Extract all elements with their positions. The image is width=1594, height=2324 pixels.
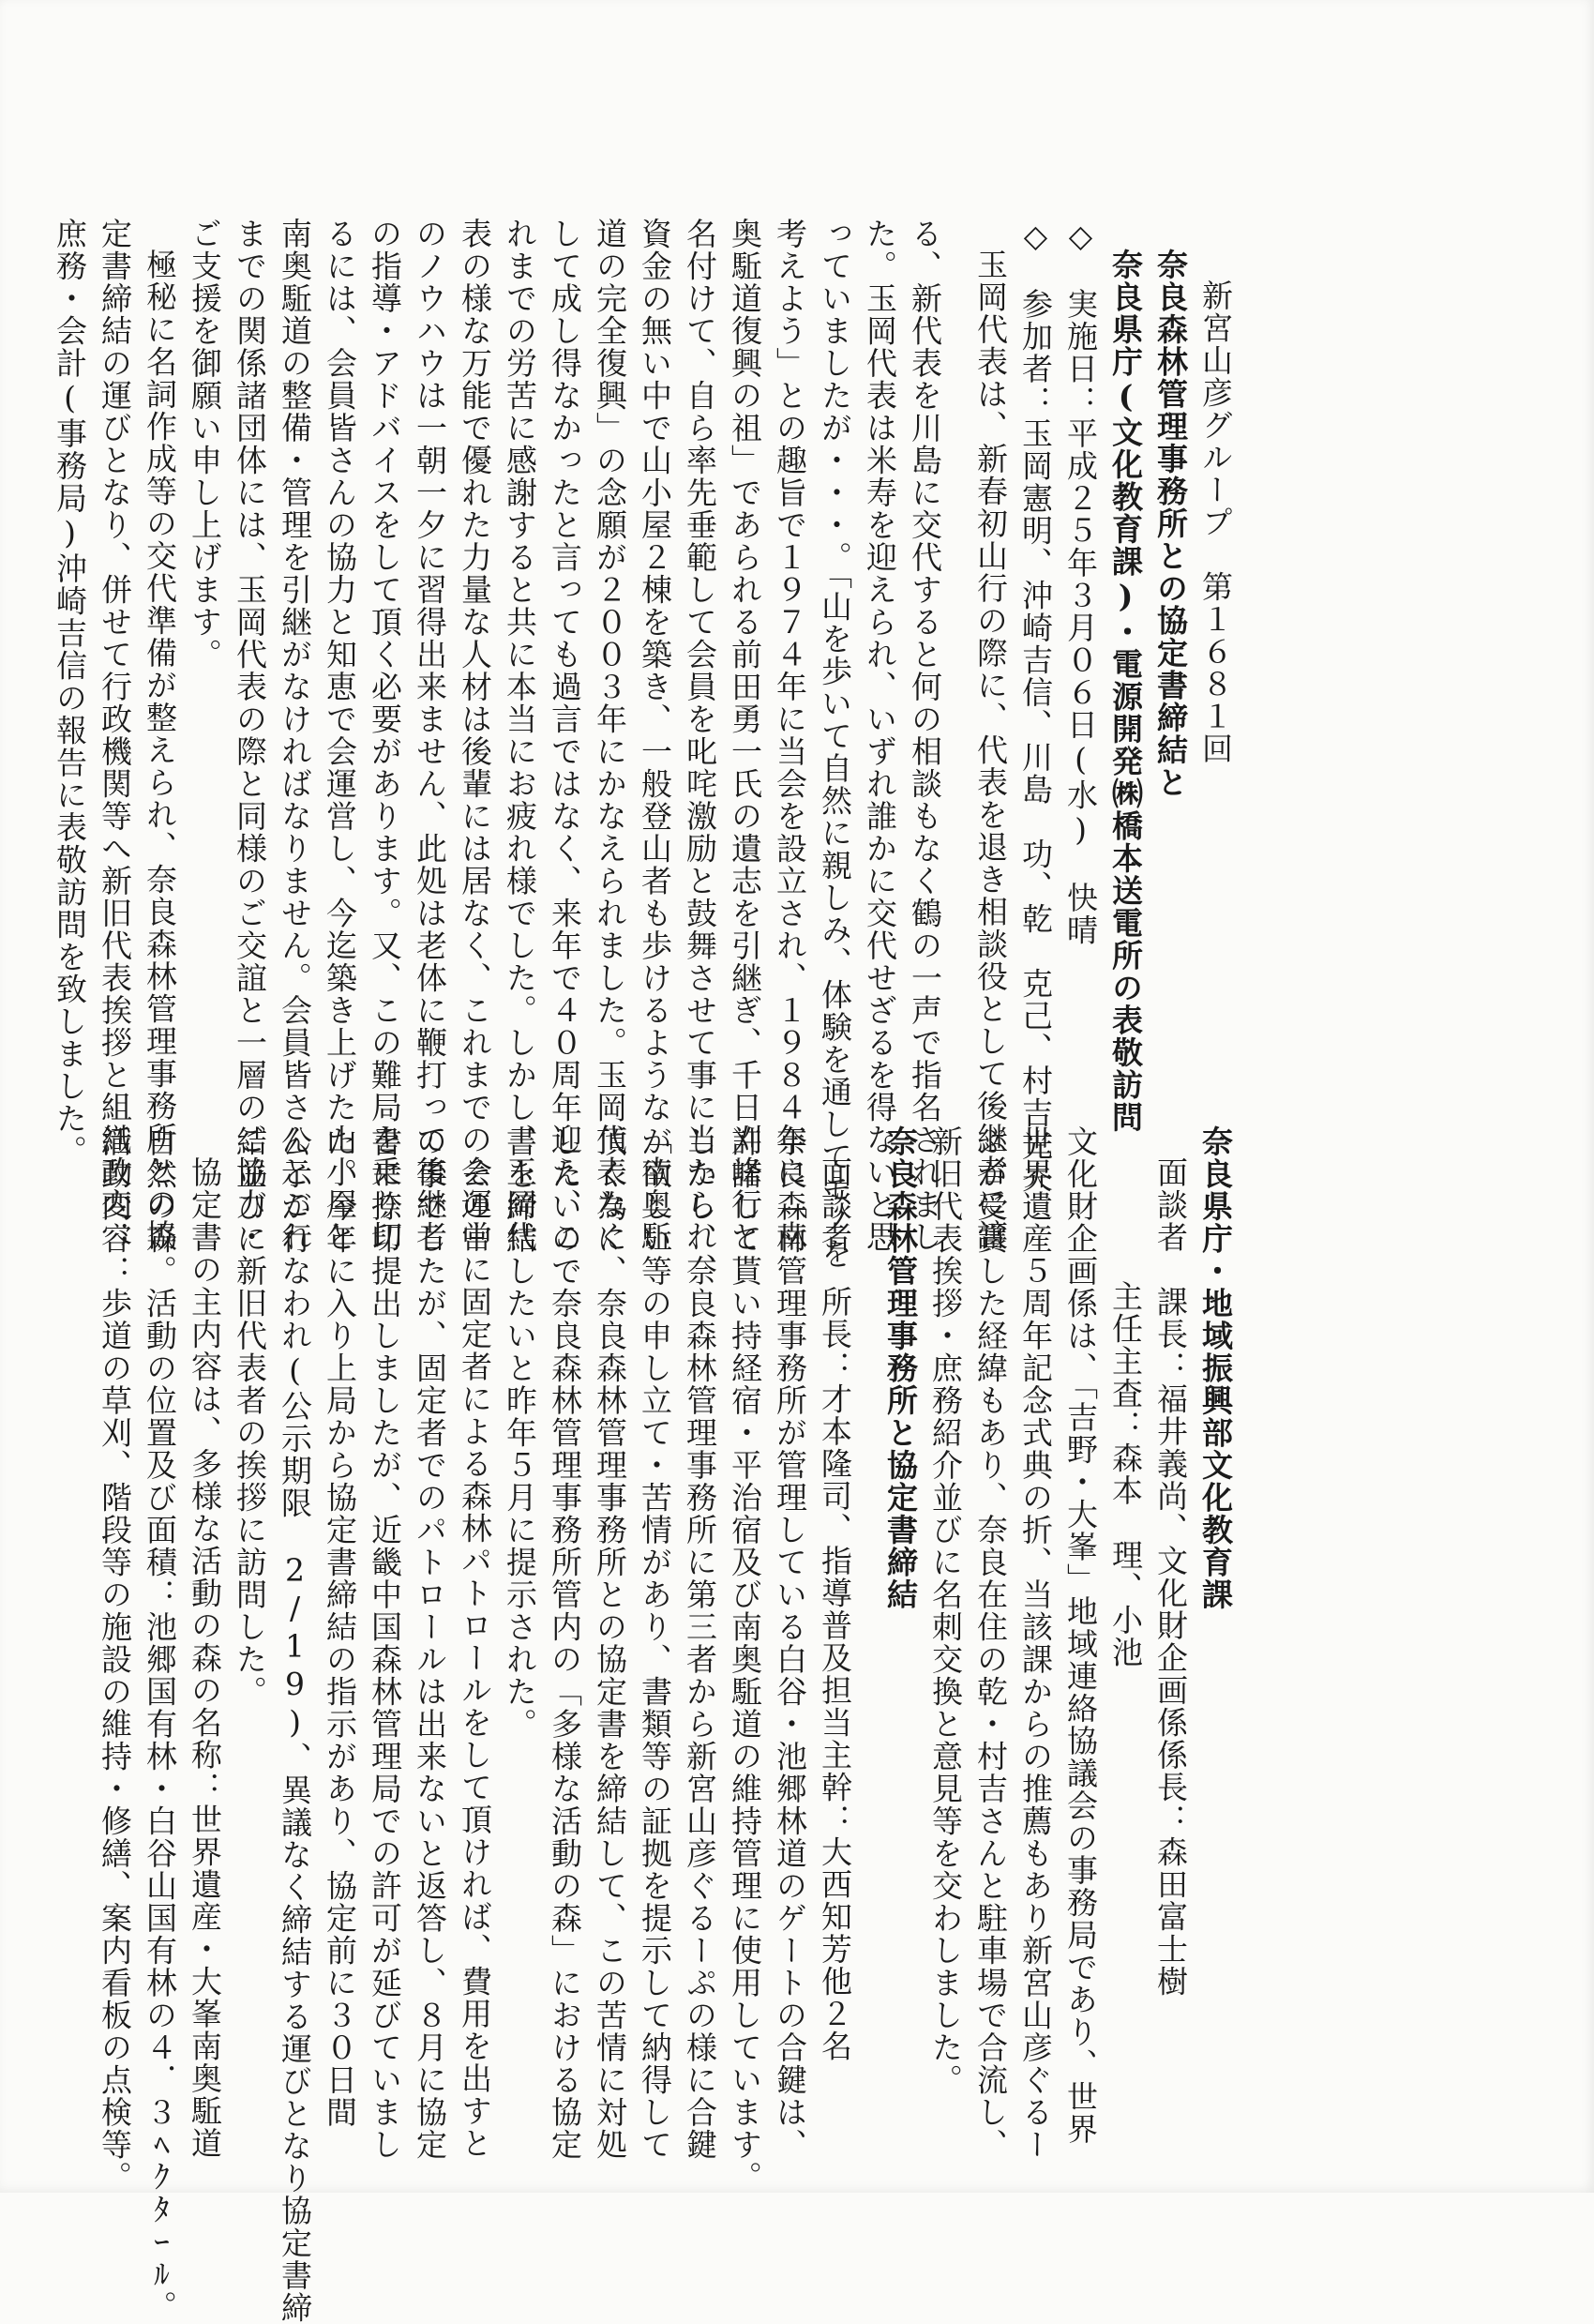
body-line: の指導・アドバイスをして頂く必要があります。又、この難局を乗り切 <box>367 218 403 1253</box>
article-bottom-half <box>97 1125 1238 2324</box>
article-title-line-1: 奈良森林管理事務所との協定書締結と <box>1152 249 1189 799</box>
article-top-half <box>52 218 1238 1286</box>
section2-line: 協定書の主内容は、多様な活動の森の名称：世界遺産・大峯南奥駈道 <box>187 1156 223 2160</box>
section2-line: 許諾して貰い持経宿・平治宿及び南奥駈道の維持管理に使用しています。 <box>727 1125 763 2194</box>
section2-line: た。今年に入り上局から協定書締結の指示があり、協定前に３０日間 <box>322 1125 358 2129</box>
body-line: れまでの労苦に感謝すると共に本当にお疲れ様でした。しかし、玉岡代 <box>502 218 538 1253</box>
section1-interviewees: 面談者 課長：福井義尚、文化財企画係係長：森田富士樹 <box>1152 1156 1189 1998</box>
section2-line: しかし、奈良森林管理事務所に第三者から新宮山彦ぐるーぷの様に合鍵 <box>682 1125 718 2161</box>
body-line: のノウハウは一朝一夕に習得出来ません、此処は老体に鞭打って後継者 <box>412 218 448 1253</box>
body-line: 奥駈道復興の祖」であられる前田勇一氏の遺志を引継ぎ、千日刈峰行と <box>727 218 763 1253</box>
section2-line: 書に捺印提出しましたが、近畿中国森林管理局での許可が延びていまし <box>367 1125 403 2161</box>
section2-line: 頂く為に、奈良森林管理事務所との協定書を締結して、この苦情に対処 <box>592 1125 628 2161</box>
section1-line: 世界遺産５周年記念式典の折、当該課からの推薦もあり新宮山彦ぐるー <box>1017 1125 1054 2161</box>
body-line: までの関係諸団体には、玉岡代表の際と同様のご交誼と一層のご協力・ <box>232 218 268 1253</box>
body-line: 玉岡代表は、新春初山行の際に、代表を退き相談役として後継者に譲 <box>972 249 1009 1252</box>
section2-line: その中に固定者による森林パトロールをして頂ければ、費用を出すと <box>457 1156 493 2160</box>
article-title-line-2: 奈良県庁(文化教育課)・電源開発㈱橋本送電所の表敬訪問 <box>1107 249 1144 1134</box>
body-line: 道の完全復興」の念願が２００３年にかなえられました。玉岡代表なく <box>592 218 628 1253</box>
body-line: る、新代表を川島に交代すると何の相談もなく鶴の一声で指名されまし <box>907 218 943 1253</box>
body-line: 考えよう」との趣旨で１９７４年に当会を設立され、１９８４年に「南 <box>772 218 808 1253</box>
body-line: た。玉岡代表は米寿を迎えられ、いずれ誰かに交代せざるを得ないと思 <box>862 218 898 1253</box>
body-line: 名付けて、自ら率先垂範して会員を叱咤激励と鼓舞させて事に当たられ、 <box>682 218 718 1286</box>
section2-line: 活動内容：歩道の草刈、階段等の施設の維持・修繕、案内看板の点検等。 <box>97 1125 133 2194</box>
body-line: して成し得なかったと言っても過言ではなく、来年で４０周年迎え、こ <box>547 218 583 1253</box>
section2-line: したいので奈良森林管理事務所管内の「多様な活動の森」における協定 <box>547 1125 583 2161</box>
series-heading: 新宮山彦グループ 第１６８１回 <box>1197 279 1234 765</box>
section2-heading: 奈良森林管理事務所と協定書締結 <box>882 1125 919 1611</box>
section1-interviewees-cont: 主任主査：森本 理、小池 <box>1107 1280 1144 1668</box>
body-line: 極秘に名詞作成等の交代準備が整えられ、奈良森林管理事務所との協 <box>142 249 178 1252</box>
section2-line: が欲しい等の申し立て・苦情があり、書類等の証拠を提示して納得して <box>637 1125 673 2161</box>
section2-line: 自然の森。活動の位置及び面積：池郷国有林・白谷山国有林の４．３ﾍｸﾀｰﾙ。 <box>142 1125 178 2323</box>
body-line: っていましたが・・・。「山を歩いて自然に親しみ、体験を通してモノを <box>817 218 853 1270</box>
body-line: 表の様な万能で優れた力量な人材は後輩には居なく、これまでの会運営 <box>457 218 493 1253</box>
section2-line: 書を締結したいと昨年５月に提示された。 <box>502 1125 538 1741</box>
section1-line: 新旧代表挨拶・庶務紹介並びに名刺交換と意見等を交わしました。 <box>927 1125 964 2096</box>
body-line: ご支援を御願い申し上げます。 <box>187 218 223 671</box>
section2-line: 結並びに新旧代表者の挨拶に訪問した。 <box>232 1125 268 1708</box>
section2-interviewees: 面談者 所長：才本隆司、指導普及担当主幹：大西知芳他２名 <box>817 1156 853 2062</box>
participants-line: ◇ 参加者：玉岡憲明、沖崎吉信、川島 功、乾 克己、村吉光夫 <box>1017 218 1054 1194</box>
date-line: ◇ 実施日：平成２５年３月０６日(水) 快晴 <box>1062 218 1099 946</box>
section2-line: 公示が行なわれ(公示期限 2/19)、異議なく締結する運びとなり協定書締 <box>277 1125 313 2324</box>
section1-line: 文化財企画係は、「吉野・大峯」地域連絡協議会の事務局であり、世界 <box>1062 1125 1099 2146</box>
body-line: 庶務・会計(事務局)沖崎吉信の報告に表敬訪問を致しました。 <box>52 218 88 1168</box>
section2-line: の事でしたが、固定者でのパトロールは出来ないと返答し、８月に協定 <box>412 1125 448 2161</box>
body-line: 南奥駈道の整備・管理を引継がなければなりません。会員皆さんとこれ <box>277 218 313 1253</box>
body-line: 資金の無い中で山小屋２棟を築き、一般登山者も歩けるような「南奥駈 <box>637 218 673 1253</box>
section1-heading: 奈良県庁・地域振興部文化教育課 <box>1197 1125 1234 1611</box>
section2-line: 奈良森林管理事務所が管理している白谷・池郷林道のゲートの合鍵は、 <box>772 1125 808 2161</box>
body-line: 定書締結の運びとなり、併せて行政機関等へ新旧代表挨拶と組織改変； <box>97 218 133 1253</box>
section1-line: ぷが受賞した経緯もあり、奈良在住の乾・村吉さんと駐車場で合流し、 <box>972 1125 1009 2161</box>
body-line: るには、会員皆さんの協力と知恵で会運営し、今迄築き上げた山小屋と <box>322 218 358 1253</box>
